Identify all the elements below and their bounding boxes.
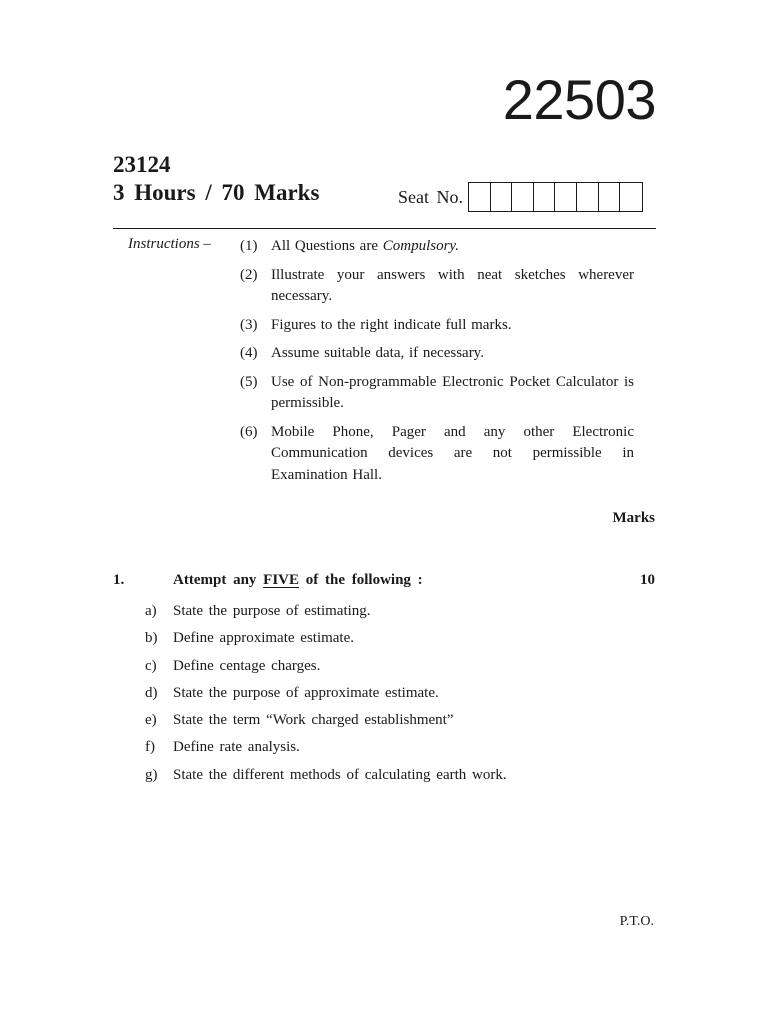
sub-question-text: Define approximate estimate. <box>173 630 355 647</box>
sub-question-letter: b) <box>145 630 158 647</box>
duration-marks: 3 Hours / 70 Marks <box>113 180 320 205</box>
seat-number-field <box>398 182 643 212</box>
instruction-item <box>240 315 634 337</box>
question-title <box>173 572 423 589</box>
instruction-text <box>271 236 634 258</box>
sub-question <box>145 653 507 680</box>
seat-digit-box <box>577 183 599 211</box>
instructions-list <box>240 236 634 493</box>
page-turn-over: P.T.O. <box>619 914 654 929</box>
sub-question-letter: e) <box>145 712 157 729</box>
sub-question <box>145 680 507 707</box>
instruction-text: Figures to the right indicate full marks. <box>271 316 512 333</box>
sub-question-letter: a) <box>145 603 157 619</box>
instruction-item <box>240 422 634 487</box>
seat-digit-box <box>620 183 642 211</box>
sub-question <box>145 625 507 652</box>
instruction-item <box>240 265 634 308</box>
instructions-heading: Instructions – <box>128 236 211 252</box>
instruction-number: (6) <box>240 423 258 440</box>
question-number: 1. <box>113 572 125 588</box>
seat-label: Seat No. <box>398 186 463 207</box>
sub-question-letter: c) <box>145 657 157 674</box>
instruction-number: (1) <box>240 238 258 254</box>
question-marks: 10 <box>640 572 655 588</box>
instruction-text: Use of Non-programmable Electronic Pocket Calculator is permissible. <box>271 373 634 411</box>
marks-column-label: Marks <box>612 510 655 526</box>
subject-code: 22503 <box>502 68 656 131</box>
sub-question-text: Define centage charges. <box>173 657 321 674</box>
sub-question-list <box>145 598 507 789</box>
instruction-text: Mobile Phone, Pager and any other Electronic Communication devices are not permissible in Examination Hall. <box>271 423 634 483</box>
sub-question-letter: f) <box>145 739 155 756</box>
instruction-number: (4) <box>240 345 258 361</box>
seat-digit-box <box>534 183 556 211</box>
sub-question-letter: g) <box>145 766 158 783</box>
seat-digit-box <box>555 183 577 211</box>
instruction-item <box>240 372 634 415</box>
paper-code: 23124 <box>113 152 171 177</box>
header-divider <box>113 228 656 229</box>
sub-question-letter: d) <box>145 684 158 701</box>
sub-question-text: State the term “Work charged establishment” <box>173 712 454 729</box>
instruction-text: Illustrate your answers with neat sketches wherever necessary. <box>271 266 634 304</box>
question-title-part: of the following : <box>299 572 423 588</box>
instruction-number: (5) <box>240 373 258 390</box>
instruction-number: (3) <box>240 316 258 333</box>
sub-question <box>145 598 507 625</box>
sub-question <box>145 734 507 761</box>
instruction-number: (2) <box>240 266 258 283</box>
question-title-part: Attempt any <box>173 572 264 588</box>
instruction-item <box>240 236 634 258</box>
sub-question <box>145 762 507 789</box>
seat-number-boxes <box>468 182 643 212</box>
instruction-emphasis: Compulsory. <box>382 238 459 254</box>
instruction-text: Assume suitable data, if necessary. <box>271 345 484 361</box>
seat-digit-box <box>491 183 513 211</box>
sub-question-text: State the different methods of calculating earth work. <box>173 766 507 783</box>
instruction-text-part: All Questions are <box>271 238 383 254</box>
seat-digit-box <box>599 183 621 211</box>
instruction-item <box>240 343 634 365</box>
sub-question-text: State the purpose of approximate estimate. <box>173 684 439 701</box>
seat-digit-box <box>469 183 491 211</box>
question-title-emphasis: FIVE <box>263 572 299 588</box>
sub-question-text: State the purpose of estimating. <box>173 603 371 619</box>
sub-question-text: Define rate analysis. <box>173 739 300 756</box>
sub-question <box>145 707 507 734</box>
seat-digit-box <box>512 183 534 211</box>
